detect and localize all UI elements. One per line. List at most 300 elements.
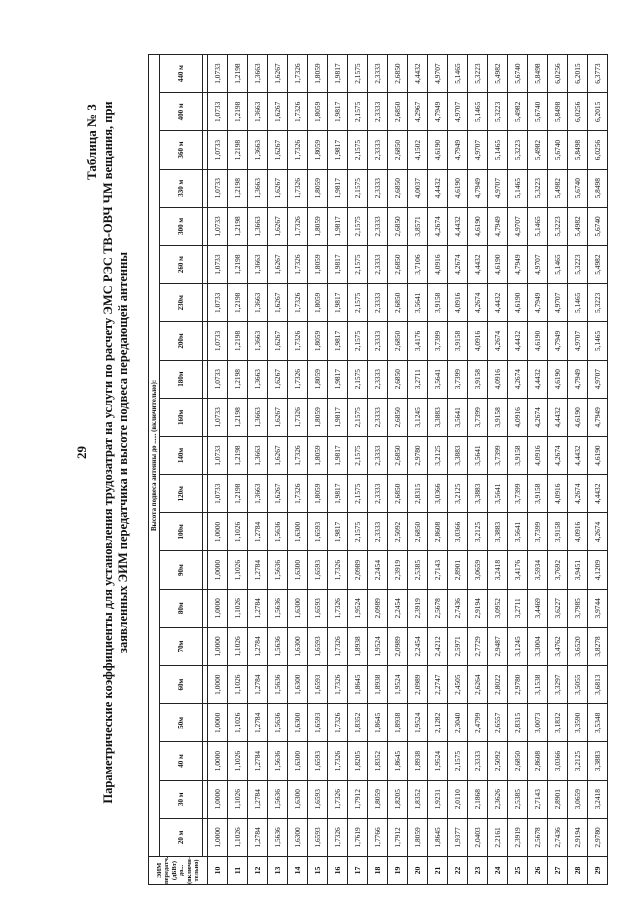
value-cell: 1,0733 <box>208 360 228 398</box>
value-cell: 3,0366 <box>448 513 468 551</box>
value-cell: 2,5678 <box>528 818 548 856</box>
value-cell: 1,6267 <box>268 322 288 360</box>
value-cell: 1,7766 <box>368 818 388 856</box>
value-cell: 2,7729 <box>468 627 488 665</box>
value-cell: 1,8645 <box>428 818 448 856</box>
value-cell: 5,3223 <box>568 246 588 284</box>
height-header: 200м <box>160 322 203 360</box>
value-cell: 1,3663 <box>248 360 268 398</box>
row-header: ЭИМ передатч. (дБВт) до... (включи-тельно) <box>149 857 208 885</box>
value-cell: 5,8498 <box>568 131 588 169</box>
table-row <box>408 54 428 884</box>
value-cell: 3,4176 <box>508 551 528 589</box>
value-cell: 1,9817 <box>328 169 348 207</box>
value-cell: 1,0733 <box>208 475 228 513</box>
value-cell: 4,2674 <box>588 513 608 551</box>
value-cell: 1,0000 <box>208 513 228 551</box>
value-cell: 3,7399 <box>448 360 468 398</box>
value-cell: 1,9231 <box>428 780 448 818</box>
value-cell: 3,6813 <box>588 666 608 704</box>
value-cell: 1,7326 <box>288 360 308 398</box>
value-cell: 1,0000 <box>208 551 228 589</box>
value-cell: 1,0000 <box>208 818 228 856</box>
power-cell: 25 <box>508 857 528 885</box>
value-cell: 1,6300 <box>288 627 308 665</box>
value-cell: 1,8645 <box>388 742 408 780</box>
table-row <box>528 54 548 884</box>
value-cell: 2,8901 <box>548 780 568 818</box>
value-cell: 2,6850 <box>388 475 408 513</box>
value-cell: 3,8571 <box>408 207 428 245</box>
value-cell: 2,1575 <box>348 246 368 284</box>
table-row <box>248 54 268 884</box>
value-cell: 5,1465 <box>508 169 528 207</box>
value-cell: 2,2454 <box>368 551 388 589</box>
value-cell: 3,9158 <box>488 398 508 436</box>
value-cell: 2,6850 <box>388 169 408 207</box>
value-cell: 1,6267 <box>268 436 288 474</box>
value-cell: 2,6850 <box>388 54 408 92</box>
value-cell: 2,1868 <box>468 780 488 818</box>
value-cell: 3,1245 <box>408 398 428 436</box>
value-cell: 2,7436 <box>448 589 468 627</box>
value-cell: 4,4432 <box>468 246 488 284</box>
value-cell: 1,0733 <box>208 54 228 92</box>
height-header: 360 м <box>160 131 203 169</box>
value-cell: 1,8938 <box>408 742 428 780</box>
value-cell: 2,6557 <box>488 704 508 742</box>
value-cell: 2,9780 <box>408 436 428 474</box>
value-cell: 1,3663 <box>248 246 268 284</box>
value-cell: 3,2418 <box>488 551 508 589</box>
value-cell: 2,5092 <box>388 513 408 551</box>
value-cell: 2,8315 <box>408 475 428 513</box>
value-cell: 2,6850 <box>388 360 408 398</box>
value-cell: 4,6190 <box>508 284 528 322</box>
value-cell: 2,7143 <box>428 551 448 589</box>
value-cell: 1,5636 <box>268 704 288 742</box>
value-cell: 2,9194 <box>468 589 488 627</box>
table-row <box>468 54 488 884</box>
value-cell: 1,7326 <box>328 704 348 742</box>
value-cell: 3,7399 <box>468 398 488 436</box>
value-cell: 1,6267 <box>268 169 288 207</box>
value-cell: 1,0000 <box>208 704 228 742</box>
value-cell: 1,6267 <box>268 475 288 513</box>
value-cell: 1,7326 <box>288 284 308 322</box>
value-cell: 1,1026 <box>228 818 248 856</box>
value-cell: 1,7326 <box>328 551 348 589</box>
value-cell: 1,7326 <box>288 322 308 360</box>
value-cell: 1,6267 <box>268 207 288 245</box>
value-cell: 1,5636 <box>268 818 288 856</box>
value-cell: 2,3333 <box>468 742 488 780</box>
value-cell: 2,9780 <box>588 818 608 856</box>
power-cell: 16 <box>328 857 348 885</box>
value-cell: 4,4432 <box>528 360 548 398</box>
value-cell: 2,1575 <box>348 436 368 474</box>
value-cell: 4,4432 <box>548 398 568 436</box>
value-cell: 2,1575 <box>348 54 368 92</box>
value-cell: 2,8022 <box>488 666 508 704</box>
value-cell: 1,9817 <box>328 398 348 436</box>
value-cell: 3,5641 <box>488 475 508 513</box>
value-cell: 1,9524 <box>428 742 448 780</box>
value-cell: 1,6593 <box>308 780 328 818</box>
value-cell: 4,2674 <box>468 284 488 322</box>
value-cell: 1,2198 <box>228 54 248 92</box>
value-cell: 2,3333 <box>368 322 388 360</box>
value-cell: 4,0916 <box>468 322 488 360</box>
value-cell: 4,1502 <box>408 131 428 169</box>
value-cell: 1,6267 <box>268 54 288 92</box>
value-cell: 5,1465 <box>488 131 508 169</box>
value-cell: 1,9524 <box>388 666 408 704</box>
value-cell: 1,1026 <box>228 589 248 627</box>
value-cell: 4,1209 <box>588 551 608 589</box>
value-cell: 3,3883 <box>488 513 508 551</box>
value-cell: 1,9817 <box>328 360 348 398</box>
value-cell: 3,2125 <box>468 513 488 551</box>
height-header: 20 м <box>160 818 203 856</box>
value-cell: 1,6300 <box>288 704 308 742</box>
value-cell: 4,6190 <box>548 360 568 398</box>
value-cell: 1,7326 <box>328 818 348 856</box>
value-cell: 2,0989 <box>388 627 408 665</box>
power-cell: 22 <box>448 857 468 885</box>
value-cell: 2,1575 <box>348 284 368 322</box>
value-cell: 1,9817 <box>328 475 348 513</box>
value-cell: 1,6300 <box>288 551 308 589</box>
value-cell: 1,2198 <box>228 436 248 474</box>
value-cell: 5,3223 <box>508 131 528 169</box>
value-cell: 1,0733 <box>208 322 228 360</box>
value-cell: 1,9817 <box>328 513 348 551</box>
value-cell: 1,7326 <box>288 436 308 474</box>
value-cell: 1,1026 <box>228 551 248 589</box>
value-cell: 4,6190 <box>488 246 508 284</box>
value-cell: 1,6593 <box>308 627 328 665</box>
value-cell: 1,3663 <box>248 436 268 474</box>
value-cell: 1,0733 <box>208 398 228 436</box>
value-cell: 2,0989 <box>408 666 428 704</box>
value-cell: 1,7912 <box>348 780 368 818</box>
value-cell: 1,6267 <box>268 360 288 398</box>
value-cell: 4,2674 <box>508 360 528 398</box>
value-cell: 4,6190 <box>468 207 488 245</box>
value-cell: 6,3773 <box>588 54 608 92</box>
height-header: 140м <box>160 436 203 474</box>
value-cell: 5,8498 <box>528 54 548 92</box>
value-cell: 6,0256 <box>588 131 608 169</box>
value-cell: 4,0916 <box>428 246 448 284</box>
value-cell: 2,8608 <box>528 742 548 780</box>
value-cell: 1,2784 <box>248 666 268 704</box>
power-cell: 13 <box>268 857 288 885</box>
value-cell: 2,3333 <box>368 360 388 398</box>
value-cell: 2,0989 <box>368 589 388 627</box>
value-cell: 3,1245 <box>508 627 528 665</box>
value-cell: 1,8352 <box>368 742 388 780</box>
value-cell: 3,7399 <box>428 322 448 360</box>
value-cell: 4,7949 <box>548 322 568 360</box>
value-cell: 3,9451 <box>568 551 588 589</box>
value-cell: 2,3919 <box>388 551 408 589</box>
value-cell: 1,9817 <box>328 436 348 474</box>
value-cell: 1,3663 <box>248 169 268 207</box>
table-row <box>548 54 568 884</box>
value-cell: 4,4432 <box>448 207 468 245</box>
value-cell: 5,3223 <box>468 54 488 92</box>
value-cell: 3,3883 <box>468 475 488 513</box>
value-cell: 1,1026 <box>228 513 248 551</box>
value-cell: 5,6740 <box>548 131 568 169</box>
value-cell: 2,6850 <box>388 284 408 322</box>
value-cell: 1,8059 <box>308 284 328 322</box>
table-row <box>268 54 288 884</box>
value-cell: 1,7326 <box>288 93 308 131</box>
value-cell: 3,5055 <box>568 666 588 704</box>
value-cell: 4,4432 <box>408 54 428 92</box>
value-cell: 4,0916 <box>568 513 588 551</box>
value-cell: 3,2711 <box>508 589 528 627</box>
value-cell: 3,2125 <box>448 475 468 513</box>
value-cell: 1,9817 <box>328 54 348 92</box>
value-cell: 4,0916 <box>528 436 548 474</box>
value-cell: 2,0110 <box>448 780 468 818</box>
table-row <box>368 54 388 884</box>
value-cell: 1,2198 <box>228 93 248 131</box>
value-cell: 3,7399 <box>508 475 528 513</box>
value-cell: 1,8059 <box>308 436 328 474</box>
value-cell: 5,1465 <box>588 322 608 360</box>
value-cell: 5,4982 <box>508 93 528 131</box>
value-cell: 4,9707 <box>528 246 548 284</box>
value-cell: 1,7326 <box>328 589 348 627</box>
value-cell: 1,9817 <box>328 93 348 131</box>
value-cell: 1,9817 <box>328 207 348 245</box>
power-cell: 19 <box>388 857 408 885</box>
value-cell: 3,0952 <box>488 589 508 627</box>
value-cell: 1,0000 <box>208 666 228 704</box>
value-cell: 3,5641 <box>508 513 528 551</box>
value-cell: 4,2674 <box>448 246 468 284</box>
table-row <box>428 54 448 884</box>
value-cell: 1,8645 <box>348 666 368 704</box>
value-cell: 1,8059 <box>308 131 328 169</box>
value-cell: 1,2784 <box>248 589 268 627</box>
value-cell: 3,3297 <box>548 666 568 704</box>
value-cell: 1,2198 <box>228 322 248 360</box>
value-cell: 2,7436 <box>548 818 568 856</box>
value-cell: 3,7692 <box>548 551 568 589</box>
value-cell: 2,3333 <box>368 513 388 551</box>
value-cell: 6,2015 <box>588 93 608 131</box>
value-cell: 3,4176 <box>408 322 428 360</box>
value-cell: 1,2198 <box>228 169 248 207</box>
value-cell: 2,1575 <box>348 131 368 169</box>
value-cell: 3,6520 <box>568 627 588 665</box>
value-cell: 1,2198 <box>228 131 248 169</box>
value-cell: 3,3883 <box>448 436 468 474</box>
table-title: Параметрические коэффициенты для установления трудозатрат на услуги по расчету ЭМС РЭС ТВ-ОВЧ ЧМ вещания, при заявленных ЭИМ передатчика и высоте подвеса передающей антенны <box>101 101 130 804</box>
value-cell: 4,4432 <box>568 436 588 474</box>
value-cell: 1,3663 <box>248 398 268 436</box>
value-cell: 3,9158 <box>508 436 528 474</box>
value-cell: 5,4982 <box>568 207 588 245</box>
value-cell: 1,8059 <box>308 246 328 284</box>
table-row <box>288 54 308 884</box>
value-cell: 2,6850 <box>388 93 408 131</box>
value-cell: 1,9817 <box>328 131 348 169</box>
power-cell: 23 <box>468 857 488 885</box>
value-cell: 1,6593 <box>308 818 328 856</box>
value-cell: 2,4212 <box>428 627 448 665</box>
value-cell: 6,0256 <box>568 93 588 131</box>
value-cell: 2,1575 <box>448 742 468 780</box>
value-cell: 4,7949 <box>468 169 488 207</box>
value-cell: 1,1026 <box>228 704 248 742</box>
value-cell: 1,5636 <box>268 551 288 589</box>
value-cell: 4,7949 <box>448 131 468 169</box>
value-cell: 3,7399 <box>488 436 508 474</box>
value-cell: 4,0916 <box>548 475 568 513</box>
value-cell: 1,2198 <box>228 398 248 436</box>
value-cell: 2,1575 <box>348 513 368 551</box>
value-cell: 5,3223 <box>588 284 608 322</box>
value-cell: 1,7326 <box>288 169 308 207</box>
power-cell: 10 <box>208 857 228 885</box>
value-cell: 3,0659 <box>468 551 488 589</box>
value-cell: 3,2125 <box>428 436 448 474</box>
value-cell: 2,6850 <box>388 207 408 245</box>
value-cell: 3,9158 <box>448 322 468 360</box>
power-cell: 14 <box>288 857 308 885</box>
value-cell: 1,7326 <box>288 398 308 436</box>
value-cell: 3,0073 <box>528 704 548 742</box>
value-cell: 3,5641 <box>448 398 468 436</box>
value-cell: 4,0037 <box>408 169 428 207</box>
value-cell: 1,6593 <box>308 704 328 742</box>
power-cell: 20 <box>408 857 428 885</box>
value-cell: 3,7106 <box>408 246 428 284</box>
value-cell: 2,1282 <box>428 704 448 742</box>
value-cell: 1,8205 <box>388 780 408 818</box>
height-header: 60м <box>160 666 203 704</box>
value-cell: 2,3333 <box>368 54 388 92</box>
value-cell: 1,3663 <box>248 131 268 169</box>
value-cell: 1,7619 <box>348 818 368 856</box>
value-cell: 4,9707 <box>508 207 528 245</box>
value-cell: 2,6850 <box>388 322 408 360</box>
value-cell: 3,0659 <box>568 780 588 818</box>
value-cell: 2,3333 <box>368 398 388 436</box>
table-row <box>208 54 228 884</box>
value-cell: 1,6267 <box>268 131 288 169</box>
value-cell: 1,5636 <box>268 627 288 665</box>
value-cell: 1,2198 <box>228 284 248 322</box>
value-cell: 2,5385 <box>408 551 428 589</box>
value-cell: 1,8938 <box>348 627 368 665</box>
value-cell: 1,7326 <box>328 627 348 665</box>
value-cell: 1,8352 <box>348 704 368 742</box>
power-cell: 17 <box>348 857 368 885</box>
power-cell: 28 <box>568 857 588 885</box>
value-cell: 3,9744 <box>588 589 608 627</box>
height-header: 30 м <box>160 780 203 818</box>
value-cell: 1,7326 <box>288 54 308 92</box>
table-row <box>348 54 368 884</box>
value-cell: 1,9817 <box>328 322 348 360</box>
value-cell: 5,4982 <box>488 54 508 92</box>
value-cell: 1,0733 <box>208 169 228 207</box>
value-cell: 1,3663 <box>248 284 268 322</box>
value-cell: 1,8059 <box>408 818 428 856</box>
header-row-heights <box>160 54 203 884</box>
value-cell: 2,9487 <box>488 627 508 665</box>
value-cell: 4,2674 <box>428 207 448 245</box>
value-cell: 5,8498 <box>548 93 568 131</box>
value-cell: 4,4432 <box>488 284 508 322</box>
value-cell: 1,2784 <box>248 551 268 589</box>
value-cell: 5,6740 <box>528 93 548 131</box>
value-cell: 1,1026 <box>228 627 248 665</box>
value-cell: 1,7912 <box>388 818 408 856</box>
value-cell: 1,8059 <box>308 475 328 513</box>
value-cell: 3,2418 <box>588 780 608 818</box>
value-cell: 4,9707 <box>448 93 468 131</box>
value-cell: 3,0366 <box>428 475 448 513</box>
value-cell: 4,2674 <box>568 475 588 513</box>
value-cell: 3,4762 <box>548 627 568 665</box>
height-header: 50м <box>160 704 203 742</box>
value-cell: 4,0916 <box>448 284 468 322</box>
value-cell: 1,5636 <box>268 666 288 704</box>
value-cell: 1,0000 <box>208 742 228 780</box>
value-cell: 1,2198 <box>228 207 248 245</box>
value-cell: 1,5636 <box>268 513 288 551</box>
value-cell: 2,3333 <box>368 436 388 474</box>
value-cell: 1,0733 <box>208 436 228 474</box>
value-cell: 1,6300 <box>288 513 308 551</box>
value-cell: 3,3590 <box>568 704 588 742</box>
height-header: 120м <box>160 475 203 513</box>
value-cell: 1,3663 <box>248 322 268 360</box>
value-cell: 1,7326 <box>328 780 348 818</box>
value-cell: 3,7399 <box>528 513 548 551</box>
power-cell: 29 <box>588 857 608 885</box>
value-cell: 5,1465 <box>448 54 468 92</box>
value-cell: 1,8938 <box>368 666 388 704</box>
value-cell: 1,6267 <box>268 284 288 322</box>
value-cell: 5,4982 <box>528 131 548 169</box>
value-cell: 3,5641 <box>468 436 488 474</box>
value-cell: 1,2784 <box>248 742 268 780</box>
value-cell: 1,6300 <box>288 742 308 780</box>
value-cell: 5,1465 <box>528 207 548 245</box>
value-cell: 2,9780 <box>508 666 528 704</box>
value-cell: 4,2674 <box>488 322 508 360</box>
value-cell: 1,8059 <box>308 169 328 207</box>
value-cell: 2,3626 <box>488 780 508 818</box>
value-cell: 1,2198 <box>228 360 248 398</box>
value-cell: 1,0000 <box>208 627 228 665</box>
value-cell: 5,1465 <box>468 93 488 131</box>
value-cell: 2,3040 <box>448 704 468 742</box>
value-cell: 2,0403 <box>468 818 488 856</box>
value-cell: 3,9158 <box>428 284 448 322</box>
value-cell: 1,8938 <box>388 704 408 742</box>
